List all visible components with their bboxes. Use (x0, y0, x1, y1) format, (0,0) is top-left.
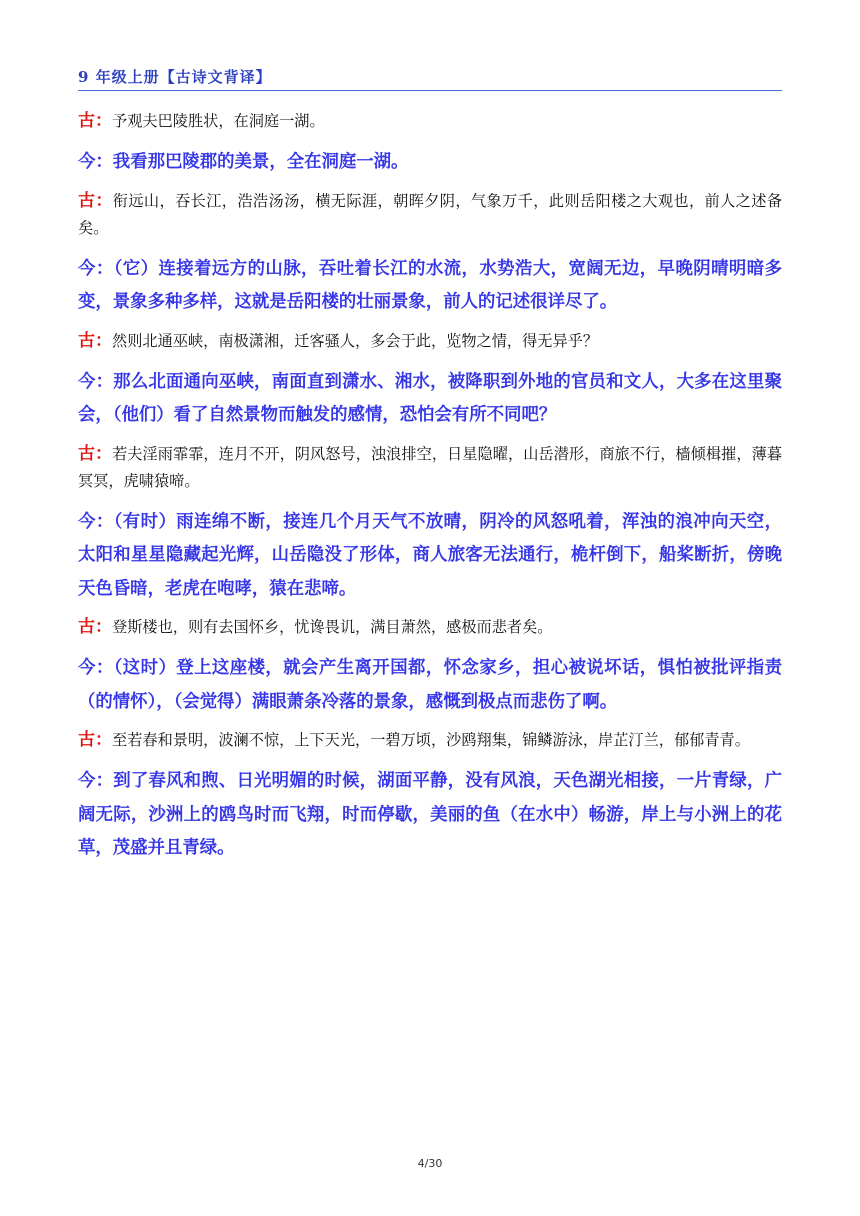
classical-sentence: 若夫淫雨霏霏，连月不开，阴风怒号，浊浪排空，日星隐曜，山岳潜形，商旅不行，樯倾楫摧，薄暮冥冥，虎啸猿啼。 (78, 444, 783, 490)
classical-sentence: 然则北通巫峡，南极潇湘，迁客骚人，多会于此，览物之情，得无异乎？ (112, 331, 598, 350)
modern-sentence: （它）连接着远方的山脉，吞吐着长江的水流，水势浩大，宽阔无边，早晚阴晴明暗多变，景象多种多样，这就是岳阳楼的壮丽景象，前人的记述很详尽了。 (78, 258, 782, 312)
classical-label: 古： (78, 617, 112, 637)
classical-label: 古： (78, 730, 112, 750)
modern-translation (78, 506, 782, 607)
page-header-title: 9 年级上册【古诗文背译】 (78, 68, 272, 86)
modern-sentence: （有时）雨连绵不断，接连几个月天气不放晴，阴冷的风怒吼着，浑浊的浪冲向天空，太阳和星星隐藏起光辉，山岳隐没了形体，商人旅客无法通行，桅杆倒下，船桨断折，傍晚天色昏暗，老虎在咆哮，猿在悲啼。 (78, 511, 782, 599)
classical-text (78, 441, 782, 495)
modern-sentence: 那么北面通向巫峡，南面直到潇水、湘水，被降职到外地的官员和文人，大多在这里聚会，（他们）看了自然景物而触发的感情，恐怕会有所不同吧？ (78, 371, 782, 425)
verse-pair-4 (78, 441, 782, 607)
page-number: 4/30 (417, 1157, 443, 1170)
verse-pair-6 (78, 727, 782, 866)
document-body (78, 108, 782, 874)
modern-label: 今： (78, 371, 114, 392)
modern-label: 今： (78, 511, 114, 532)
classical-text (78, 328, 782, 355)
modern-sentence: 到了春风和煦、日光明媚的时候，湖面平静，没有风浪，天色湖光相接，一片青绿，广阔无际，沙洲上的鸥鸟时而飞翔，时而停歇，美丽的鱼（在水中）畅游，岸上与小洲上的花草，茂盛并且青绿。 (78, 771, 782, 858)
verse-pair-2 (78, 188, 782, 320)
modern-label: 今： (78, 771, 114, 791)
modern-label: 今： (78, 658, 114, 678)
modern-translation (78, 765, 782, 866)
header-divider (78, 90, 782, 91)
modern-label: 今： (78, 152, 113, 172)
classical-label: 古： (78, 443, 113, 464)
classical-sentence: 衔远山，吞长江，浩浩汤汤，横无际涯，朝晖夕阴，气象万千，此则岳阳楼之大观也，前人之述备矣。 (78, 191, 783, 237)
classical-sentence: 登斯楼也，则有去国怀乡，忧谗畏讥，满目萧然，感极而悲者矣。 (112, 618, 553, 636)
modern-sentence: （这时）登上这座楼，就会产生离开国都，怀念家乡，担心被说坏话，惧怕被批评指责（的情怀），（会觉得）满眼萧条冷落的景象，感慨到极点而悲伤了啊。 (78, 658, 782, 712)
classical-label: 古： (78, 190, 113, 211)
verse-pair-3 (78, 328, 782, 433)
modern-sentence: 我看那巴陵郡的美景，全在洞庭一湖。 (112, 152, 409, 172)
classical-sentence: 至若春和景明，波澜不惊，上下天光，一碧万顷，沙鸥翔集，锦鳞游泳，岸芷汀兰，郁郁青青。 (112, 731, 750, 749)
modern-translation (78, 652, 782, 719)
verse-pair-1 (78, 108, 782, 180)
modern-translation (78, 253, 782, 320)
modern-translation (78, 366, 782, 433)
modern-label: 今： (78, 258, 114, 279)
classical-text (78, 108, 782, 135)
verse-pair-5 (78, 614, 782, 719)
classical-text (78, 614, 782, 641)
classical-label: 古： (78, 330, 112, 351)
modern-translation (78, 146, 782, 180)
classical-text (78, 188, 782, 242)
classical-label: 古： (78, 111, 112, 131)
classical-text (78, 727, 782, 754)
classical-sentence: 予观夫巴陵胜状，在洞庭一湖。 (112, 112, 325, 130)
